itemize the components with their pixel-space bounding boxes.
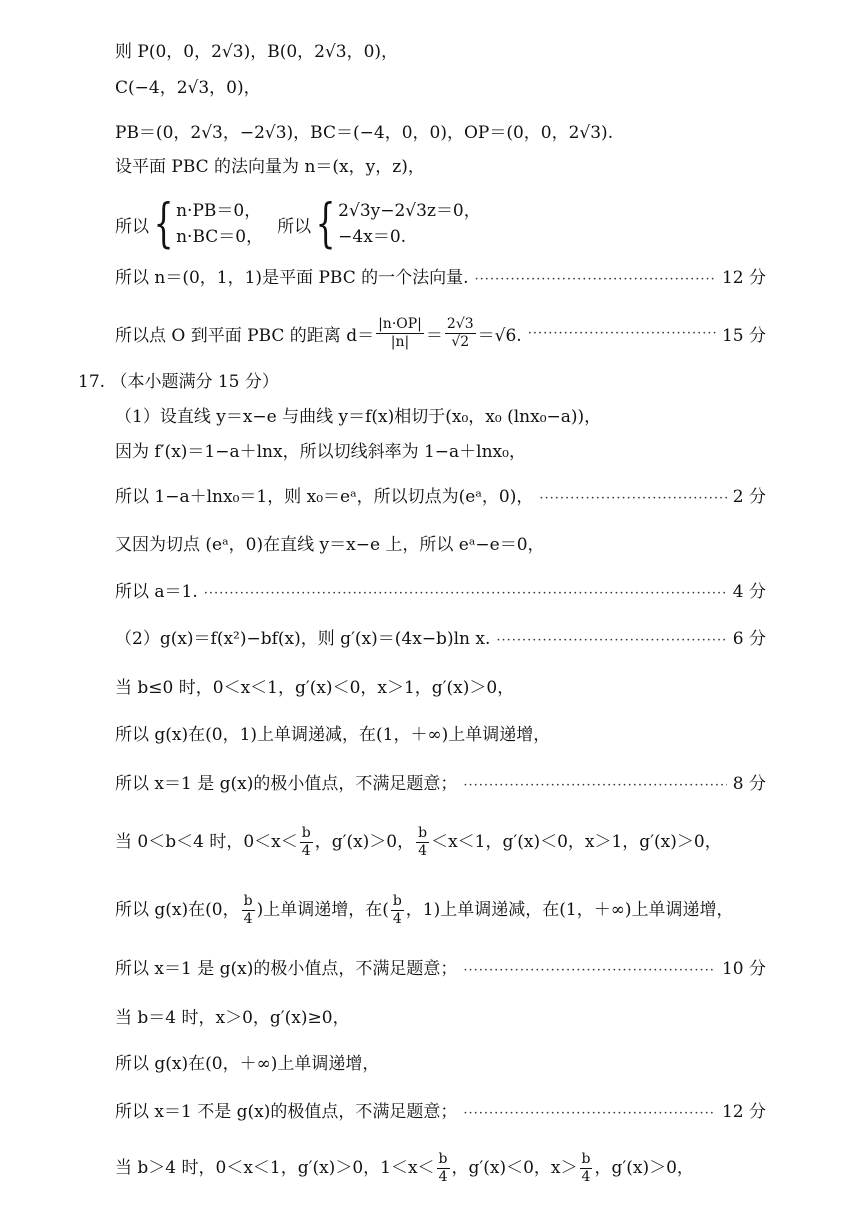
score-mark: 15 分 <box>721 325 766 346</box>
leader-dots <box>539 487 726 511</box>
equals-sign: ＝ <box>425 325 443 346</box>
fraction-denominator: 4 <box>301 843 311 859</box>
fraction-b-over-4 <box>300 825 313 860</box>
text-part: 所以 g(x)在(0， <box>115 900 240 920</box>
fraction-b-over-4 <box>437 1151 450 1186</box>
fraction-denominator: |n| <box>390 333 410 350</box>
line-derivative: 因为 f′(x)＝1−a＋lnx，所以切线斜率为 1−a＋lnx₀， <box>115 442 526 462</box>
line-min-point-1 <box>115 772 766 796</box>
distance-result: ＝√6. <box>477 325 522 346</box>
score-mark: 6 分 <box>732 629 766 649</box>
fraction-2sqrt3-over-sqrt2 <box>445 316 476 351</box>
line-text: 所以 x＝1 不是 g(x)的极值点，不满足题意； <box>115 1102 458 1122</box>
score-mark: 10 分 <box>721 959 766 979</box>
line-min-point-2 <box>115 957 766 981</box>
score-mark: 12 分 <box>721 1102 766 1122</box>
system-1-eq-1: n·PB＝0， <box>176 201 262 221</box>
leader-dots <box>496 629 726 653</box>
text-part: ，g′(x)＞0， <box>314 832 415 852</box>
leader-dots <box>475 268 716 292</box>
line-a-equals-1 <box>115 580 766 604</box>
line-text: 所以 1−a＋lnx₀＝1，则 x₀＝eᵃ，所以切点为(eᵃ，0)， <box>115 487 534 507</box>
line-case-b-gt-4 <box>115 1146 766 1190</box>
fraction-denominator: 4 <box>392 911 402 927</box>
score-mark: 8 分 <box>732 774 766 794</box>
line-point-c: C(−4，2√3，0)， <box>115 78 261 98</box>
leader-dots <box>528 326 716 341</box>
line-text: 所以 x＝1 是 g(x)的极小值点，不满足题意； <box>115 774 458 794</box>
fraction-b-over-4 <box>416 825 429 860</box>
fraction-denominator: 4 <box>438 1169 448 1185</box>
score-mark: 2 分 <box>732 487 766 507</box>
score-mark: 4 分 <box>732 582 766 602</box>
score-mark: 12 分 <box>721 268 766 288</box>
line-case-b-le-0: 当 b≤0 时，0＜x＜1，g′(x)＜0，x＞1，g′(x)＞0， <box>115 678 515 698</box>
left-brace-2: { <box>315 194 336 254</box>
equation-system-row <box>115 193 481 255</box>
text-part: ，1)上单调递减，在(1，＋∞)上单调递增， <box>405 900 734 920</box>
fraction-numerator: b <box>243 893 253 909</box>
system-2-eq-2: −4x＝0. <box>338 227 407 247</box>
fraction-b-over-4 <box>242 893 255 928</box>
fraction-numerator: b <box>301 825 311 841</box>
leader-dots <box>463 774 726 798</box>
fraction-numerator: b <box>581 1151 591 1167</box>
leader-dots <box>463 1102 716 1126</box>
line-tangent-point <box>115 485 766 509</box>
line-case-0-b-4 <box>115 820 766 864</box>
distance-text: 所以点 O 到平面 PBC 的距离 d＝ <box>115 325 375 346</box>
line-text: 所以 a＝1. <box>115 582 198 602</box>
fraction-b-over-4 <box>391 893 404 928</box>
line-part2-g <box>115 627 766 651</box>
fraction-denominator: √2 <box>451 333 470 350</box>
fraction-numerator: b <box>438 1151 448 1167</box>
line-normal-result <box>115 266 766 290</box>
line-case-b-4: 当 b＝4 时，x＞0，g′(x)≥0， <box>115 1008 350 1028</box>
text-part: ，g′(x)＞0， <box>594 1158 694 1178</box>
fraction-numerator: b <box>392 893 402 909</box>
leader-dots <box>463 959 716 983</box>
line-monotonic-1: 所以 g(x)在(0，1)上单调递减，在(1，＋∞)上单调递增， <box>115 725 551 745</box>
fraction-nop-over-n <box>376 316 424 351</box>
line-text: （2）g(x)＝f(x²)−bf(x)，则 g′(x)＝(4x−b)ln x. <box>115 629 491 649</box>
text-part: 当 b＞4 时，0＜x＜1，g′(x)＞0，1＜x＜ <box>115 1158 435 1178</box>
system-2 <box>338 198 481 250</box>
system-2-eq-1: 2√3y−2√3z＝0， <box>338 201 481 221</box>
left-brace-1: { <box>153 194 174 254</box>
line-not-extremum <box>115 1100 766 1124</box>
line-text: 所以 n＝(0，1，1)是平面 PBC 的一个法向量. <box>115 268 469 288</box>
fraction-denominator: 4 <box>243 911 253 927</box>
label-suoyi-1: 所以 <box>115 216 149 237</box>
line-point-on-line: 又因为切点 (eᵃ，0)在直线 y＝x−e 上，所以 eᵃ−e＝0， <box>115 535 545 555</box>
system-1-eq-2: n·BC＝0， <box>176 227 264 247</box>
fraction-numerator: 2√3 <box>446 315 474 332</box>
fraction-numerator: |n·OP| <box>378 315 422 332</box>
line-part1-tangent: （1）设直线 y＝x−e 与曲线 y＝f(x)相切于(x₀，x₀ (lnx₀−a))， <box>115 407 602 427</box>
text-part: )上单调递增，在( <box>256 900 389 920</box>
line-monotonic-3: 所以 g(x)在(0，＋∞)上单调递增， <box>115 1054 380 1074</box>
line-monotonic-2 <box>115 888 766 932</box>
line-point-coords: 则 P(0，0，2√3)，B(0，2√3，0)， <box>115 42 399 62</box>
text-part: ＜x＜1，g′(x)＜0，x＞1，g′(x)＞0， <box>431 832 722 852</box>
leader-dots <box>204 582 727 606</box>
text-part: 当 0＜b＜4 时，0＜x＜ <box>115 832 298 852</box>
line-text: 所以 x＝1 是 g(x)的极小值点，不满足题意； <box>115 959 458 979</box>
system-1 <box>176 198 263 250</box>
label-suoyi-2: 所以 <box>277 216 312 237</box>
line-normal-vector: 设平面 PBC 的法向量为 n＝(x，y，z)， <box>115 157 425 177</box>
fraction-denominator: 4 <box>581 1169 591 1185</box>
fraction-denominator: 4 <box>418 843 428 859</box>
fraction-numerator: b <box>418 825 428 841</box>
text-part: ，g′(x)＜0，x＞ <box>451 1158 578 1178</box>
question-17-heading: 17. （本小题满分 15 分） <box>78 372 279 392</box>
line-distance <box>115 310 766 356</box>
line-vectors: PB＝(0，2√3，−2√3)，BC＝(−4，0，0)，OP＝(0，0，2√3). <box>115 123 614 143</box>
fraction-b-over-4 <box>580 1151 593 1186</box>
